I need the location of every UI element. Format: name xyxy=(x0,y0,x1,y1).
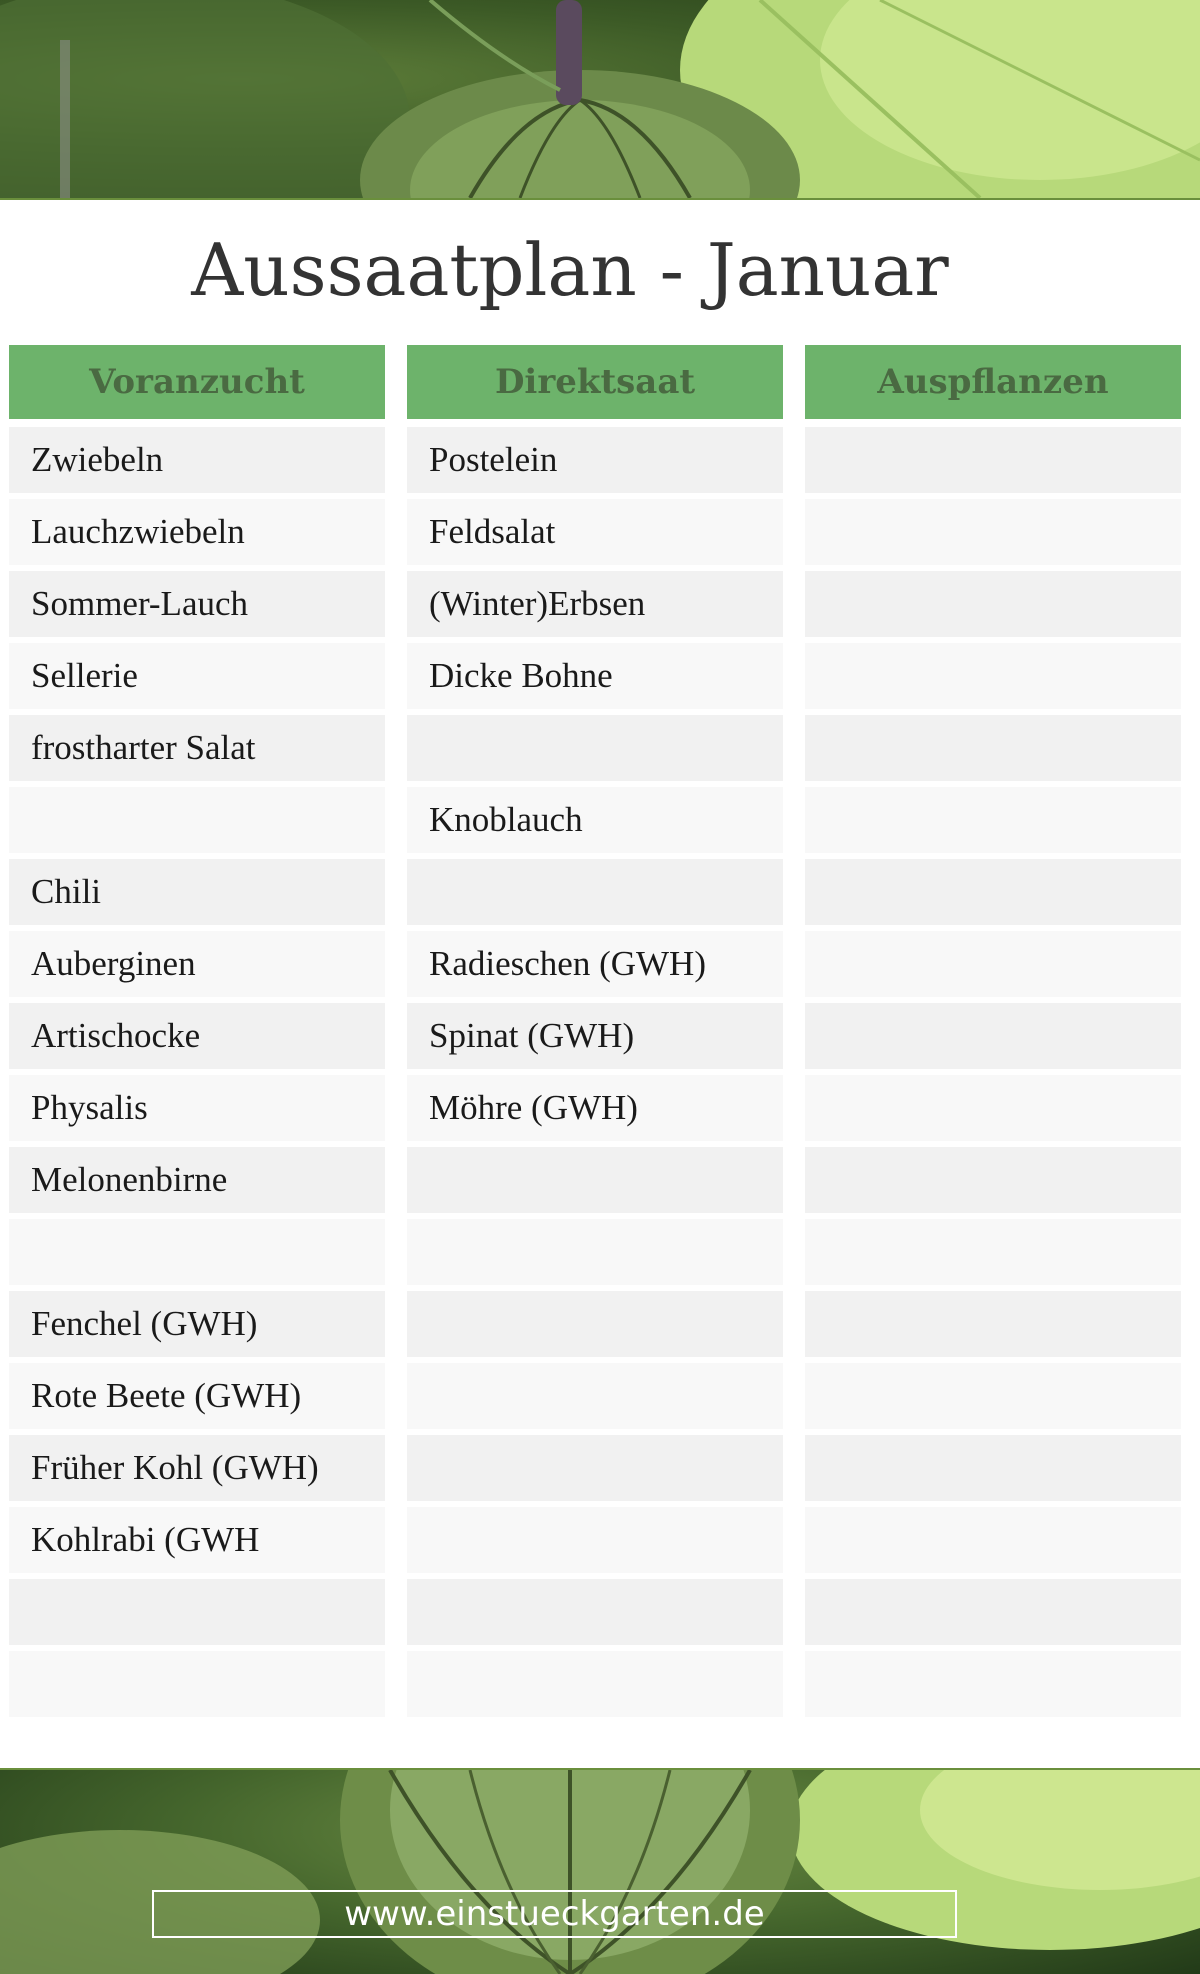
table-cell: Sellerie xyxy=(9,643,385,709)
table-cell xyxy=(407,859,783,925)
table-cell xyxy=(805,715,1181,781)
column-header: Auspflanzen xyxy=(805,345,1181,419)
table-cell: Physalis xyxy=(9,1075,385,1141)
table-cell: (Winter)Erbsen xyxy=(407,571,783,637)
table-cell xyxy=(407,1507,783,1573)
table-cell xyxy=(407,715,783,781)
table-cell xyxy=(805,1651,1181,1717)
table-cell xyxy=(805,1435,1181,1501)
column-header: Direktsaat xyxy=(407,345,783,419)
table-cell xyxy=(407,1219,783,1285)
table-cell xyxy=(407,1651,783,1717)
top-banner-photo xyxy=(0,0,1200,200)
table-cell: Feldsalat xyxy=(407,499,783,565)
table-cell xyxy=(805,931,1181,997)
table-cell: Dicke Bohne xyxy=(407,643,783,709)
table-cell xyxy=(805,859,1181,925)
table-cell: Melonenbirne xyxy=(9,1147,385,1213)
table-cell xyxy=(9,787,385,853)
table-cell: Sommer-Lauch xyxy=(9,571,385,637)
table-cell: Kohlrabi (GWH xyxy=(9,1507,385,1573)
table-cell: frostharter Salat xyxy=(9,715,385,781)
table-cell xyxy=(805,1219,1181,1285)
physalis-photo-top xyxy=(0,0,1200,198)
table-cell: Artischocke xyxy=(9,1003,385,1069)
table-cell xyxy=(805,1507,1181,1573)
table-cell xyxy=(805,1075,1181,1141)
table-cell xyxy=(9,1651,385,1717)
page-title: Aussaatplan - Januar xyxy=(191,228,949,312)
column-header: Voranzucht xyxy=(9,345,385,419)
table-cell xyxy=(9,1219,385,1285)
table-cell xyxy=(407,1291,783,1357)
table-cell xyxy=(805,1363,1181,1429)
table-cell xyxy=(805,499,1181,565)
table-cell xyxy=(407,1147,783,1213)
table-cell xyxy=(805,787,1181,853)
table-cell: Lauchzwiebeln xyxy=(9,499,385,565)
table-cell: Spinat (GWH) xyxy=(407,1003,783,1069)
table-cell xyxy=(9,1579,385,1645)
footer-url[interactable]: www.einstueckgarten.de xyxy=(152,1890,957,1938)
table-cell xyxy=(805,643,1181,709)
table-cell: Radieschen (GWH) xyxy=(407,931,783,997)
table-cell xyxy=(805,1579,1181,1645)
table-cell xyxy=(805,427,1181,493)
table-cell: Rote Beete (GWH) xyxy=(9,1363,385,1429)
column-direktsaat xyxy=(407,345,783,1723)
table-cell: Möhre (GWH) xyxy=(407,1075,783,1141)
table-cell: Früher Kohl (GWH) xyxy=(9,1435,385,1501)
table-cell: Zwiebeln xyxy=(9,427,385,493)
table-cell: Fenchel (GWH) xyxy=(9,1291,385,1357)
table-cell xyxy=(805,571,1181,637)
bottom-banner-photo xyxy=(0,1768,1200,1974)
table-cell xyxy=(805,1003,1181,1069)
table-cell xyxy=(407,1363,783,1429)
table-cell xyxy=(805,1147,1181,1213)
table-cell: Postelein xyxy=(407,427,783,493)
column-voranzucht xyxy=(9,345,385,1723)
table-cell: Chili xyxy=(9,859,385,925)
table-cell: Knoblauch xyxy=(407,787,783,853)
table-cell xyxy=(407,1435,783,1501)
table-cell xyxy=(805,1291,1181,1357)
table-cell: Auberginen xyxy=(9,931,385,997)
table-cell xyxy=(407,1579,783,1645)
physalis-photo-bottom xyxy=(0,1770,1200,1974)
column-auspflanzen xyxy=(805,345,1181,1723)
